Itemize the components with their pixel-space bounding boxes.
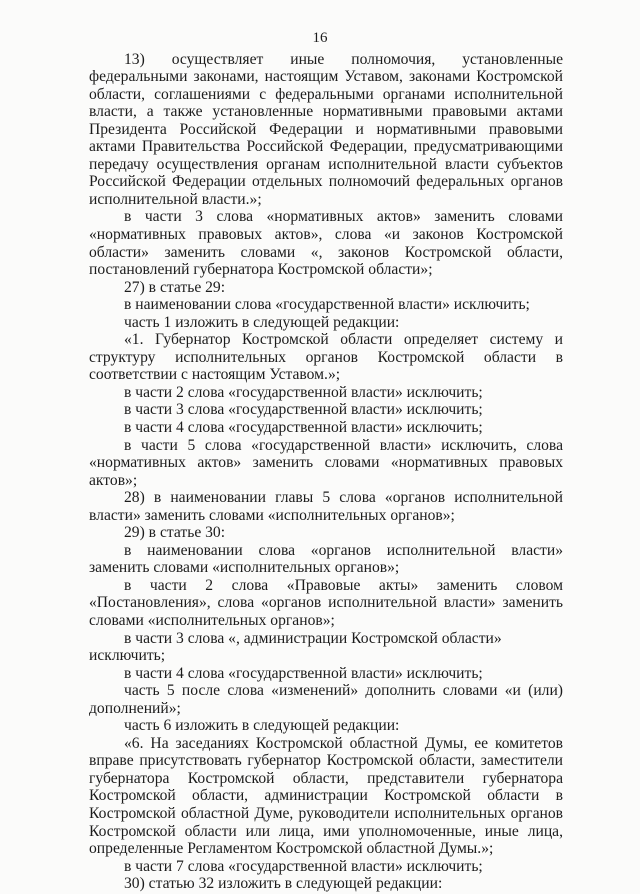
paragraph: в части 4 слова «государственной власти» исключить;	[124, 664, 483, 682]
paragraph: в части 3 слова «, администрации Костромской области» исключить;	[89, 629, 502, 665]
page-number: 16	[312, 30, 328, 46]
paragraph: 13) осуществляет иные полномочия, установленные федеральными законами, настоящим Уставом, законами Костромской области, соглашениями с федеральными органами исполнительной власти, а также установленные нормативными правовыми актами Президента Российской Федерации и нормативными правовыми актами Правительства Российской Федерации, предусматривающими передачу осуществления органам исполнительной власти субъектов Российской Федерации отдельных полномочий федеральных органов исполнительной власти.»;	[89, 50, 563, 208]
paragraph: 28) в наименовании главы 5 слова «органов исполнительной власти» заменить словами «исполнительных органов»;	[89, 489, 563, 524]
paragraph: в части 3 слова «нормативных актов» заменить словами «нормативных правовых актов», слова «и законов Костромской области» заменить словами «, законов Костромской области, постановлений губернатора Костромской области»;	[89, 208, 563, 279]
paragraph: в части 5 слова «государственной власти» исключить, слова «нормативных актов» заменить словами «нормативных правовых актов»;	[89, 436, 563, 489]
paragraph: часть 6 изложить в следующей редакции:	[124, 717, 400, 735]
paragraph: «1. Губернатор Костромской области определяет систему и структуру исполнительных органов Костромской области в соответствии с настоящим Уставом.»;	[89, 331, 563, 384]
paragraph: в части 2 слова «государственной власти» исключить;	[124, 383, 483, 401]
paragraph: в части 2 слова «Правовые акты» заменить словом «Постановления», слова «органов исполнительной власти» заменить словами «исполнительных органов»;	[89, 576, 563, 629]
paragraph: «6. На заседаниях Костромской областной Думы, ее комитетов вправе присутствовать губернатор Костромской области, заместители губернатора Костромской области, представители губернатора Костромской области, администрации Костромской области в Костромской областной Думе, руководители исполнительных органов Костромской области или лица, ими уполномоченные, иные лица, определенные Регламентом Костромской областной Думы.»;	[89, 734, 563, 858]
paragraph: в наименовании слова «органов исполнительной власти» заменить словами «исполнительных органов»;	[89, 541, 563, 577]
paragraph: в части 3 слова «государственной власти» исключить;	[124, 401, 483, 419]
paragraph: в наименовании слова «государственной власти» исключить;	[124, 296, 530, 314]
document-body	[89, 51, 563, 893]
paragraph: в части 7 слова «государственной власти» исключить;	[124, 857, 483, 875]
paragraph: 29) в статье 30:	[124, 524, 226, 542]
paragraph: часть 1 изложить в следующей редакции:	[124, 313, 400, 331]
paragraph: в части 4 слова «государственной власти» исключить;	[124, 418, 483, 436]
paragraph: 27) в статье 29:	[124, 278, 226, 296]
paragraph: часть 5 после слова «изменений» дополнить словами «и (или) дополнений»;	[89, 682, 563, 717]
paragraph: 30) статью 32 изложить в следующей редакции:	[124, 875, 443, 893]
